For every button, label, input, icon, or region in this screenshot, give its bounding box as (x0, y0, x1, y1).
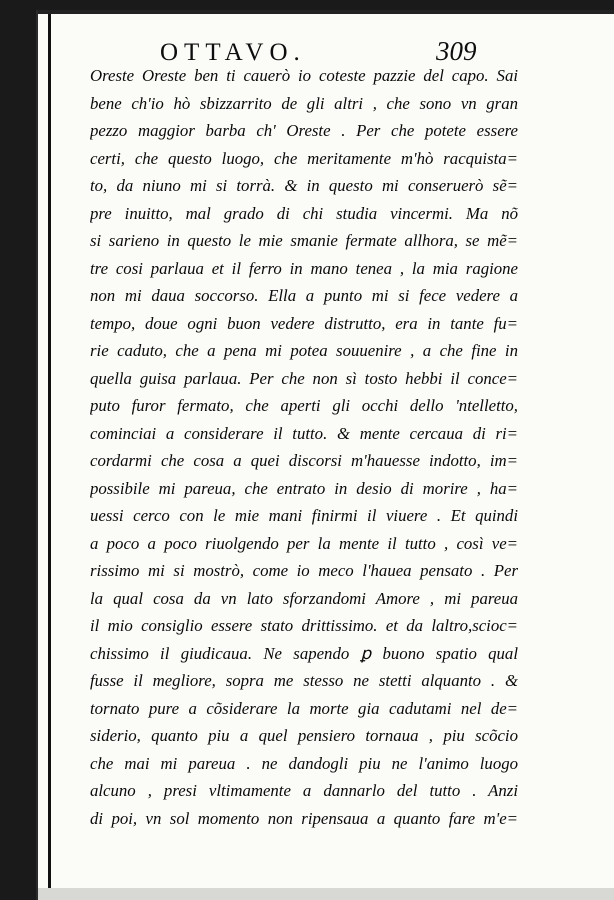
text-line: quella guisa parlaua. Per che non sì tosto hebbi il conce= (90, 368, 518, 388)
text-line: chissimo il giudicaua. Ne sapendo ꝑ buono spatio qual (90, 643, 518, 663)
text-line: il mio consiglio essere stato drittissimo. et da laltro,scioc= (90, 616, 518, 635)
text-line: cordarmi che cosa a quei discorsi m'hauesse indotto, im= (90, 451, 518, 470)
text-line: tre cosi parlaua et il ferro in mano tenea , la mia ragione (90, 258, 518, 278)
text-line: rissimo mi si mostrò, come io meco l'hauea pensato . Per (90, 561, 518, 580)
body-text (90, 62, 518, 832)
text-line: certi, che questo luogo, che meritamente m'hò racquista= (90, 148, 518, 168)
text-line: cominciai a considerare il tutto. & mente cercaua di ri= (90, 423, 518, 443)
binding-gutter-line (48, 14, 51, 900)
page-bottom-edge (38, 888, 614, 900)
running-head: OTTAVO. (160, 39, 306, 66)
text-line: Oreste Oreste ben ti cauerò io coteste pazzie del capo. Sai (90, 66, 518, 85)
text-line: tornato pure a cõsiderare la morte gia cadutami nel de= (90, 698, 518, 718)
text-line: uessi cerco con le mie mani finirmi il viuere . Et quindi (90, 506, 518, 525)
text-line: pezzo maggior barba ch' Oreste . Per che potete essere (90, 121, 518, 140)
text-line: pre inuitto, mal grado di chi studia vincermi. Ma nõ (90, 203, 518, 223)
text-line: puto furor fermato, che aperti gli occhi dello 'ntelletto, (90, 396, 518, 415)
text-line: to, da niuno mi si torrà. & in questo mi conseruerò sẽ= (90, 176, 518, 195)
text-line: a poco a poco riuolgendo per la mente il tutto , così ve= (90, 533, 518, 553)
text-line: rie caduto, che a pena mi potea souuenire , a che fine in (90, 341, 518, 360)
text-line: tempo, doue ogni buon vedere distrutto, era in tante fu= (90, 313, 518, 333)
text-line: la qual cosa da vn lato sforzandomi Amore , mi pareua (90, 588, 518, 608)
page-number: 309 (436, 36, 477, 66)
text-line: siderio, quanto piu a quel pensiero tornaua , piu scõcio (90, 726, 518, 745)
text-line: alcuno , presi vltimamente a dannarlo del tutto . Anzi (90, 781, 518, 800)
text-line: bene ch'io hò sbizzarrito de gli altri , che sono vn gran (90, 93, 518, 113)
text-line: che mai mi pareua . ne dandogli piu ne l'animo luogo (90, 753, 518, 773)
text-line: fusse il megliore, sopra me stesso ne stetti alquanto . & (90, 671, 518, 690)
text-line: di poi, vn sol momento non ripensaua a quanto fare m'e= (90, 808, 518, 828)
text-line: si sarieno in questo le mie smanie fermate allhora, se mẽ= (90, 231, 518, 250)
text-line: possibile mi pareua, che entrato in desio di morire , ha= (90, 478, 518, 498)
text-line: non mi daua soccorso. Ella a punto mi si fece vedere a (90, 286, 518, 305)
page-top-edge (38, 10, 614, 14)
